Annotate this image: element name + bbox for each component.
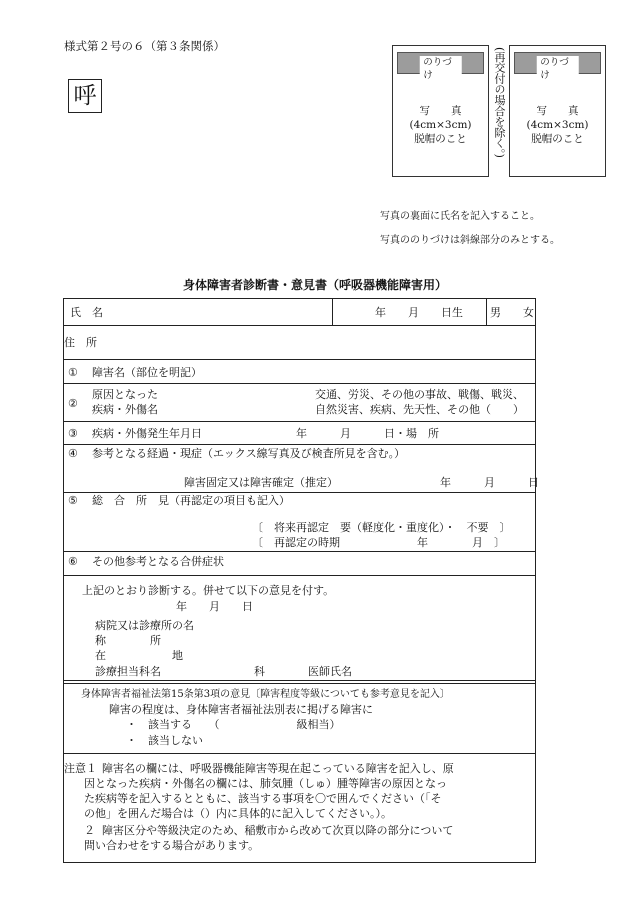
photo-size: (4cm×3cm) [526,119,589,131]
row-number-4: ④ [68,447,78,460]
glue-label: のりづけ [536,56,579,82]
photo-size: (4cm×3cm) [409,119,472,131]
birth-date-field: 年 月 日生 [375,306,463,319]
glue-band [514,52,601,81]
name-label: 氏 名 [70,306,103,319]
progress-findings-label: 参考となる経過・現症（エックス線写真及び検査所見を含む。） [92,447,406,460]
photo-note-back-name: 写真の裏面に氏名を記入すること。 [380,211,540,222]
document-title: 身体障害者診断書・意見書（呼吸器機能障害用） [182,278,447,292]
diagnosis-date: 年 月 日 [176,600,253,613]
note-2-line2: 問い合わせをする場合があります。 [84,839,260,852]
department-label: 診療担当科名 [95,665,161,678]
row-number-2: ② [68,397,78,410]
reissue-note: (再交付の場合を除く。) [493,47,506,158]
department-suffix: 科 [254,665,265,678]
cause-options-line1: 交通、労災、その他の事故、戦傷、戦災、 [315,388,524,401]
diagnosis-statement: 上記のとおり診断する。併せて以下の意見を付す。 [82,584,335,597]
glue-label: のりづけ [419,56,462,82]
doctor-name-label: 医師氏名 [308,665,352,678]
address-label: 住 所 [64,336,97,349]
cause-label-line2: 疾病・外傷名 [92,403,158,416]
note-1-line4: の他」を囲んだ場合は（）内に具体的に記入してください。）。 [84,807,392,820]
hospital-name-label-2: 称 所 [95,634,161,647]
option-applies: ・ 該当する （ 級相当） [126,718,341,731]
overall-findings-label: 総 合 所 見（再認定の項目も記入） [92,494,290,507]
disability-fixed-label: 障害固定又は障害確定（推定） [184,476,338,489]
photo-label: 写 真 [419,105,462,117]
onset-date-place: 年 月 日・場 所 [296,427,439,440]
row-number-3: ③ [68,427,78,440]
form-number: 様式第２号の６（第３条関係） [64,39,225,53]
opinion-line1: 障害の程度は、身体障害者福祉法別表に掲げる障害に [109,703,373,716]
photo-box-left [392,45,489,177]
complications-label: その他参考となる合併症状 [92,555,224,568]
reevaluation-period: 〔 再認定の時期 年 月 〕 [252,536,505,549]
cause-label-line1: 原因となった [92,388,158,401]
photo-label: 写 真 [536,105,579,117]
photo-instruction: 脱帽のこと [531,133,584,145]
glue-band [397,52,484,81]
hospital-name-label: 病院又は診療所の名 [95,619,194,632]
photo-instruction: 脱帽のこと [414,133,467,145]
photo-note-glue: 写真ののりづけは斜線部分のみとする。 [380,235,560,246]
opinion-header: 身体障害者福祉法第15条第3項の意見〔障害程度等級についても参考意見を記入〕 [81,689,450,700]
reevaluation-need: 〔 将来再認定 要（軽度化・重度化）・ 不要 〕 [252,521,511,534]
note-2-label: ２ [84,824,95,837]
sex-field: 男 女 [490,306,534,319]
disability-category-box: 呼 [68,79,102,113]
option-not-applies: ・ 該当しない [126,734,203,747]
row-number-1: ① [68,366,78,379]
row-number-6: ⑥ [68,555,78,568]
note-1-line1: 障害名の欄には、呼吸器機能障害等現在起こっている障害を記入し、原 [102,762,454,775]
note-1-line3: た疾病等を記入するとともに、該当する事項を〇で囲んでください（「そ [84,792,442,805]
onset-date-label: 疾病・外傷発生年月日 [92,427,202,440]
cause-options-line2: 自然災害、疾病、先天性、その他（ ） [315,403,524,416]
disability-name-label: 障害名（部位を明記） [92,366,202,379]
certificate-table [63,298,539,863]
note-2-line1: 障害区分や等級決定のため、稲敷市から改めて次頁以降の部分について [102,824,454,837]
disability-fixed-date: 年 月 日 [440,476,539,489]
row-number-5: ⑤ [68,494,78,507]
note-1-line2: 因となった疾病・外傷名の欄には、肺気腫（しゅ）腫等障害の原因となっ [84,777,447,790]
note-1-label: 注意１ [64,762,97,775]
location-label: 在 地 [95,649,183,662]
photo-box-right [509,45,606,177]
